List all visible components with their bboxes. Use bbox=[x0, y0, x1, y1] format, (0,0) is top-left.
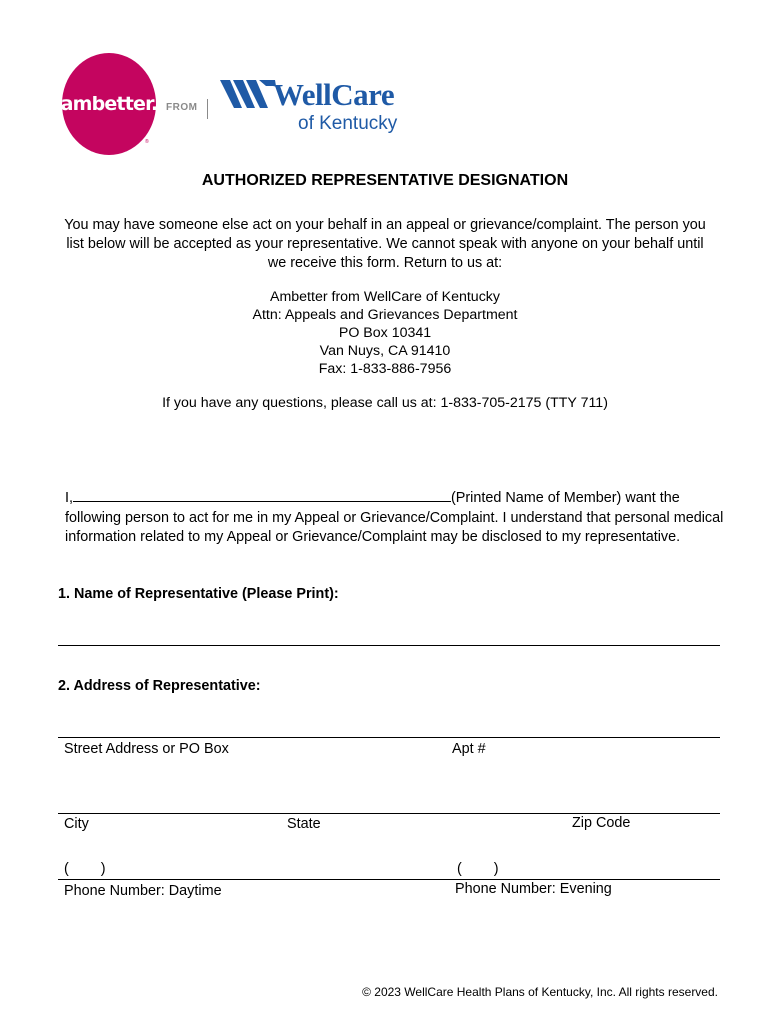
fax-line: Fax: 1-833-886-7956 bbox=[318, 361, 452, 377]
address-line: Attn: Appeals and Grievances Department bbox=[252, 307, 518, 323]
ambetter-logo bbox=[62, 53, 156, 155]
phone-field[interactable] bbox=[58, 879, 720, 880]
address-line: Ambetter from WellCare of Kentucky bbox=[270, 289, 500, 305]
daytime-area-code: ( ) bbox=[64, 861, 106, 877]
wellcare-logo-sub: of Kentucky bbox=[298, 113, 398, 134]
member-name-field[interactable] bbox=[73, 487, 451, 502]
city-state-zip-field[interactable] bbox=[58, 813, 720, 814]
city-label: City bbox=[64, 816, 89, 832]
wellcare-mark-icon bbox=[220, 78, 278, 112]
return-address bbox=[0, 288, 770, 378]
zip-label: Zip Code bbox=[572, 815, 631, 831]
questions-line: If you have any questions, please call us at: 1-833-705-2175 (TTY 711) bbox=[162, 395, 608, 411]
section-2-heading: 2. Address of Representative: bbox=[58, 678, 261, 694]
registered-mark: ® bbox=[145, 139, 149, 145]
consent-paragraph bbox=[65, 487, 725, 548]
from-label: FROM bbox=[166, 102, 198, 113]
address-line: Van Nuys, CA 91410 bbox=[319, 343, 451, 359]
evening-area-code: ( ) bbox=[457, 861, 499, 877]
street-address-field[interactable] bbox=[58, 737, 720, 738]
phone-evening-label: Phone Number: Evening bbox=[455, 881, 612, 897]
intro-paragraph: You may have someone else act on your behalf in an appeal or grievance/complaint. The person you list below will be accepted as your representative. We cannot speak with anyone on your behalf until we receive this form. Return to us at: bbox=[64, 217, 706, 271]
address-line: PO Box 10341 bbox=[338, 325, 432, 341]
wellcare-logo-name: WellCare bbox=[273, 77, 395, 112]
state-label: State bbox=[287, 816, 321, 832]
consent-prefix: I, bbox=[65, 490, 73, 506]
apt-label: Apt # bbox=[452, 741, 486, 757]
ambetter-logo-text: ambetter. bbox=[60, 93, 158, 115]
logo-divider bbox=[207, 99, 208, 119]
consent-text: (Printed Name of Member) want the following person to act for me in my Appeal or Grievance/Complaint. I understand that personal medical information related to my Appeal or Grievance/Complaint may be disclosed to my representative. bbox=[65, 490, 724, 545]
copyright-footer: © 2023 WellCare Health Plans of Kentucky, Inc. All rights reserved. bbox=[362, 985, 718, 999]
section-1-heading: 1. Name of Representative (Please Print): bbox=[58, 586, 339, 602]
representative-name-field[interactable] bbox=[58, 645, 720, 646]
phone-daytime-label: Phone Number: Daytime bbox=[64, 883, 222, 899]
street-label: Street Address or PO Box bbox=[64, 741, 229, 757]
form-title: AUTHORIZED REPRESENTATIVE DESIGNATION bbox=[201, 172, 569, 189]
